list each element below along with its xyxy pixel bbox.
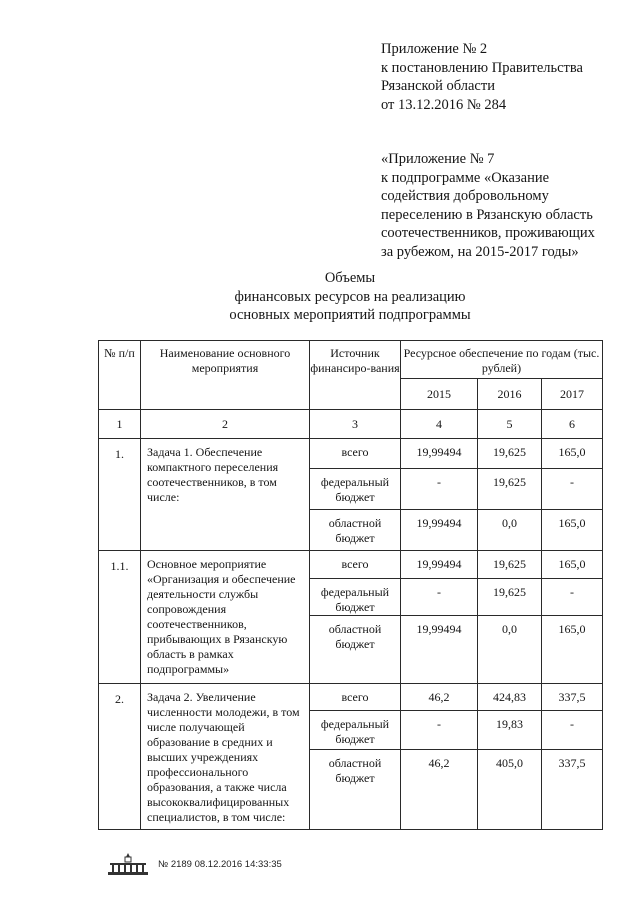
index-cell: 3	[310, 410, 401, 439]
title-line: финансовых ресурсов на реализацию	[234, 288, 466, 305]
source-total: всего	[310, 439, 401, 469]
source-total: всего	[310, 551, 401, 579]
registration-stamp	[104, 851, 282, 877]
value-2016: 424,83	[478, 684, 542, 711]
source-federal: федеральный бюджет	[310, 711, 401, 750]
value-2015: 19,99494	[401, 551, 478, 579]
value-2017: -	[542, 469, 603, 510]
source-regional: областной бюджет	[310, 616, 401, 684]
row-number: 1.	[99, 439, 141, 551]
header-name: Наименование основного мероприятия	[141, 341, 310, 410]
value-2015: -	[401, 469, 478, 510]
title-line: Объемы	[324, 270, 376, 286]
stamp-text: № 2189 08.12.2016 14:33:35	[158, 858, 282, 870]
value-2016: 19,625	[478, 579, 542, 616]
index-cell: 2	[141, 410, 310, 439]
appendix-line: к постановлению Правительства	[381, 59, 583, 76]
appendix-2-header	[381, 40, 583, 114]
value-2015: 19,99494	[401, 439, 478, 469]
value-2017: -	[542, 579, 603, 616]
value-2017: 165,0	[542, 551, 603, 579]
index-cell: 5	[478, 410, 542, 439]
value-2016: 19,625	[478, 439, 542, 469]
header-year: 2016	[478, 379, 542, 410]
appendix-line: от 13.12.2016 № 284	[381, 96, 507, 113]
appendix-line: за рубежом, на 2015-2017 годы»	[381, 243, 579, 260]
value-2017: 165,0	[542, 439, 603, 469]
value-2017: 337,5	[542, 684, 603, 711]
header-resources: Ресурсное обеспечение по годам (тыс. рублей)	[401, 341, 603, 379]
appendix-7-header	[381, 150, 595, 261]
source-federal: федеральный бюджет	[310, 579, 401, 616]
table-row	[99, 684, 603, 711]
value-2015: 19,99494	[401, 510, 478, 551]
appendix-line: Приложение № 2	[381, 41, 488, 57]
header-year: 2017	[542, 379, 603, 410]
value-2015: 46,2	[401, 684, 478, 711]
value-2016: 405,0	[478, 750, 542, 830]
source-total: всего	[310, 684, 401, 711]
appendix-line: содействия добровольному	[381, 188, 549, 204]
table-header-row	[99, 341, 603, 379]
source-federal: федеральный бюджет	[310, 469, 401, 510]
value-2016: 0,0	[478, 510, 542, 551]
table-index-row	[99, 410, 603, 439]
header-num: № п/п	[99, 341, 141, 410]
appendix-line: Рязанской области	[381, 78, 495, 94]
financing-table	[98, 340, 603, 830]
table-row	[99, 439, 603, 469]
value-2015: 19,99494	[401, 616, 478, 684]
value-2017: 165,0	[542, 510, 603, 551]
value-2016: 19,625	[478, 469, 542, 510]
title-line: основных мероприятий подпрограммы	[229, 307, 471, 323]
row-number: 2.	[99, 684, 141, 830]
table-row	[99, 551, 603, 579]
government-building-icon	[104, 851, 152, 877]
value-2017: -	[542, 711, 603, 750]
document-title	[0, 269, 640, 325]
activity-name: Задача 1. Обеспечение компактного переселения соотечественников, в том числе:	[141, 439, 310, 551]
value-2017: 337,5	[542, 750, 603, 830]
header-year: 2015	[401, 379, 478, 410]
value-2017: 165,0	[542, 616, 603, 684]
value-2016: 19,83	[478, 711, 542, 750]
value-2015: 46,2	[401, 750, 478, 830]
value-2015: -	[401, 579, 478, 616]
activity-name: Основное мероприятие «Организация и обеспечение деятельности службы сопровождения соотечественников, прибывающих в Рязанскую область в рамках подпрограммы»	[141, 551, 310, 684]
index-cell: 4	[401, 410, 478, 439]
source-regional: областной бюджет	[310, 750, 401, 830]
row-number: 1.1.	[99, 551, 141, 684]
value-2015: -	[401, 711, 478, 750]
index-cell: 6	[542, 410, 603, 439]
appendix-line: к подпрограмме «Оказание	[381, 169, 550, 186]
value-2016: 19,625	[478, 551, 542, 579]
index-cell: 1	[99, 410, 141, 439]
appendix-line: «Приложение № 7	[381, 151, 495, 167]
source-regional: областной бюджет	[310, 510, 401, 551]
activity-name: Задача 2. Увеличение численности молодежи, в том числе получающей образование в средних и высших учреждениях профессионального образования, а также числа высококвалифицированных специалистов, в том числе:	[141, 684, 310, 830]
appendix-line: переселению в Рязанскую область	[381, 206, 593, 223]
appendix-line: соотечественников, проживающих	[381, 225, 595, 241]
value-2016: 0,0	[478, 616, 542, 684]
header-source: Источник финансиро-вания	[310, 341, 401, 410]
